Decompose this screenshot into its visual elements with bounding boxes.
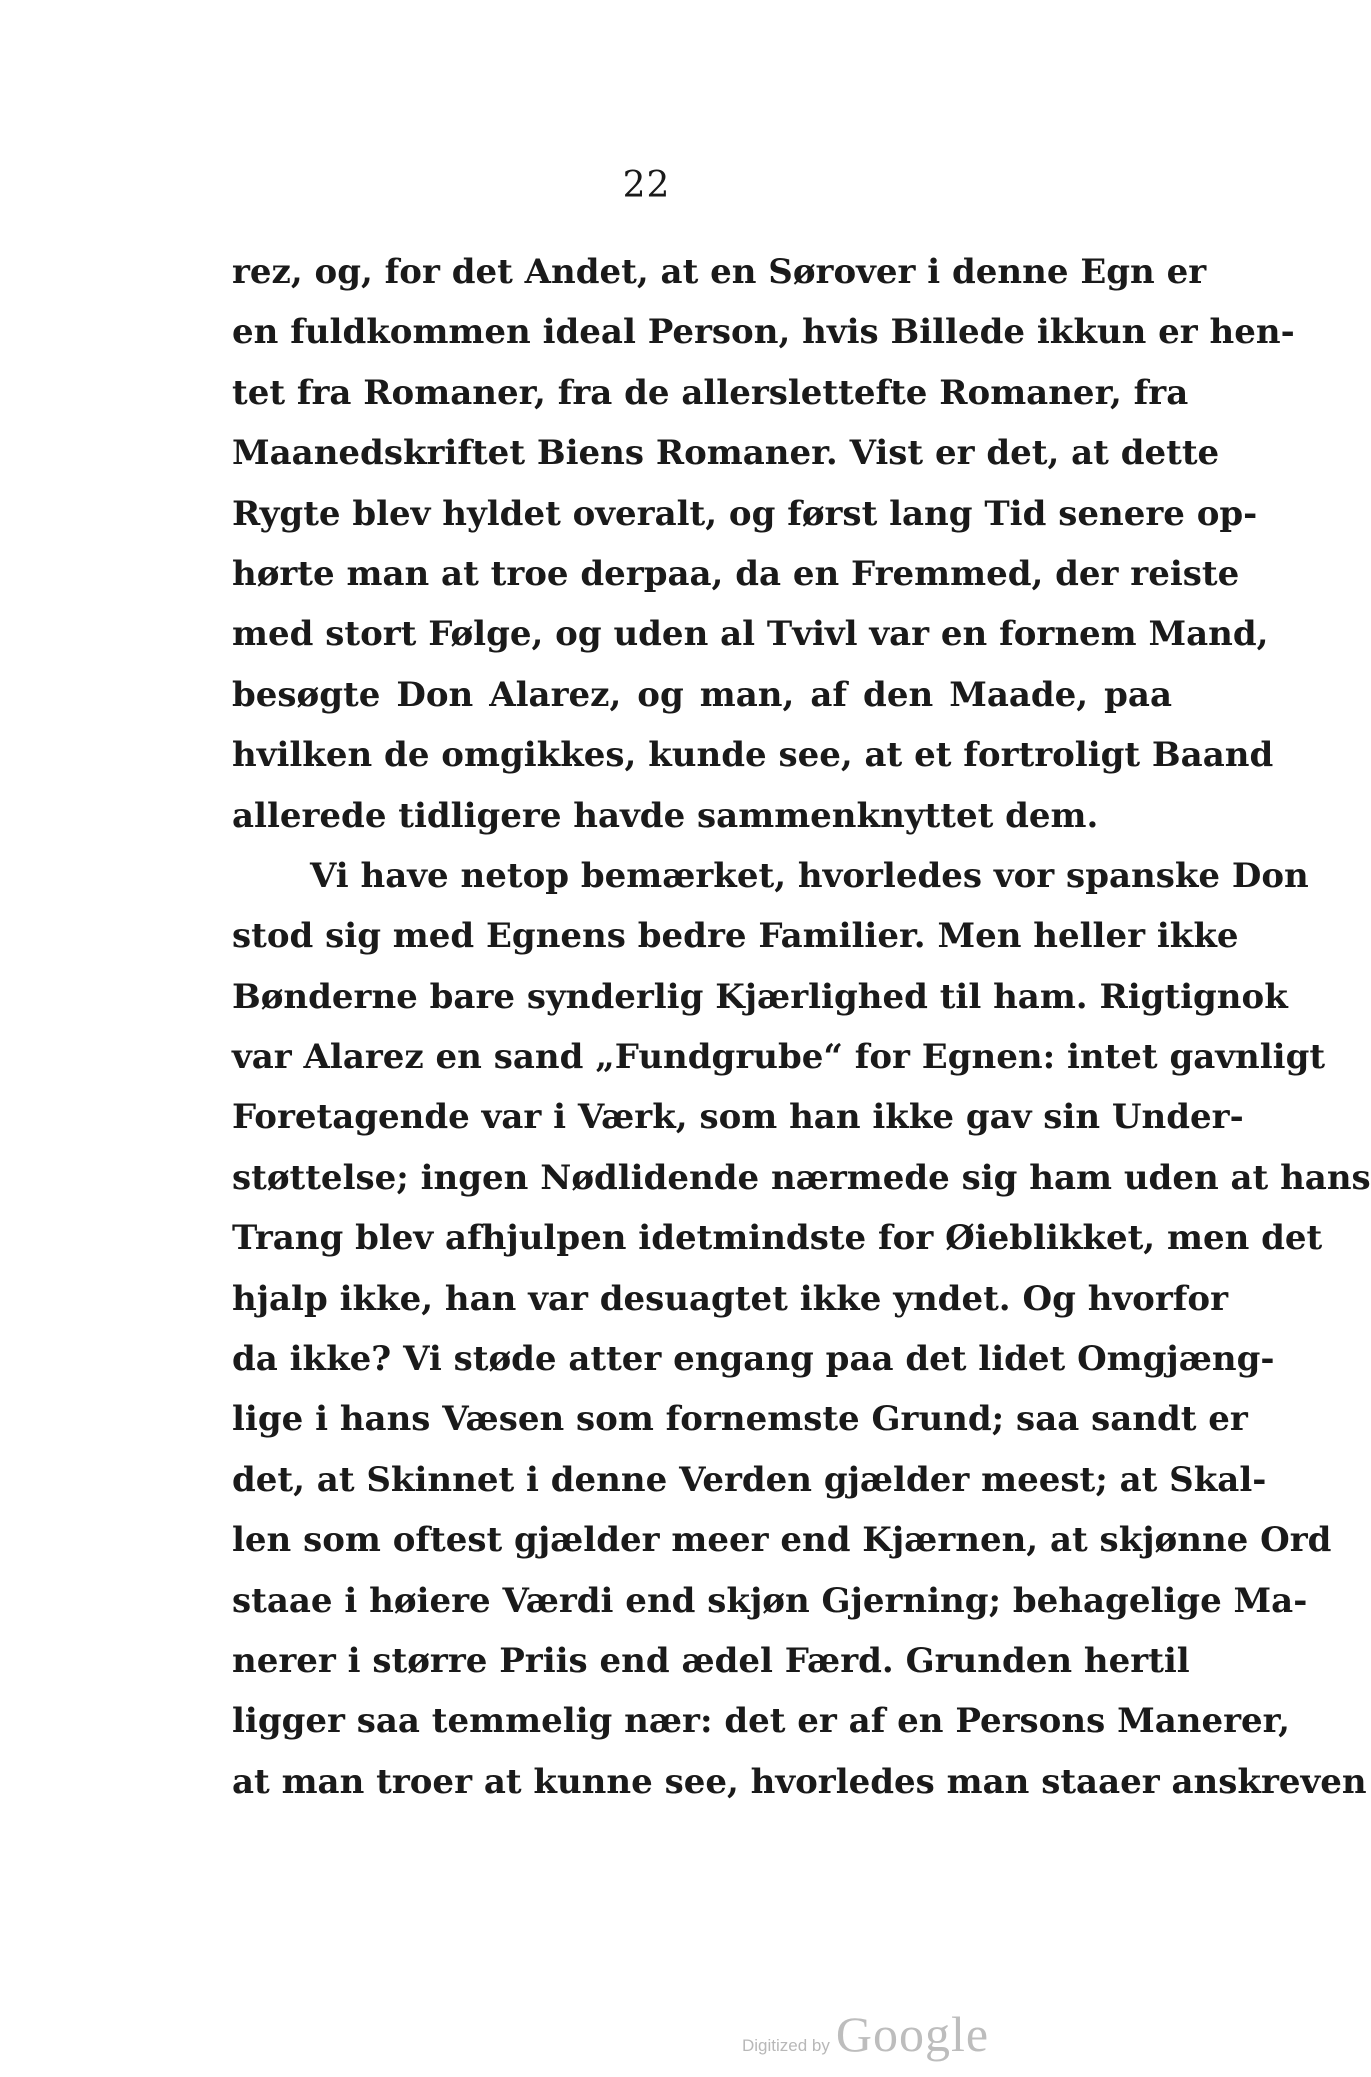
text-line: Trang blev afhjulpen idetmindste for Øieblikket, men det <box>232 1218 1323 1259</box>
text-line: allerede tidligere havde sammenknyttet dem. <box>232 795 1099 836</box>
text-line: tet fra Romaner, fra de allerslettefte Romaner, fra <box>232 372 1189 413</box>
text-line: Maanedskriftet Biens Romaner. Vist er det, at dette <box>232 433 1220 474</box>
text-line: lige i hans Væsen som fornemste Grund; saa sandt er <box>232 1399 1248 1440</box>
text-line: staae i høiere Værdi end skjøn Gjerning; behagelige Ma- <box>232 1580 1308 1621</box>
text-line: ligger saa temmelig nær: det er af en Persons Manerer, <box>232 1701 1290 1742</box>
text-line: Bønderne bare synderlig Kjærlighed til ham. Rigtignok <box>232 976 1288 1017</box>
text-line: var Alarez en sand „Fundgrube“ for Egnen: intet gavnligt <box>232 1037 1326 1078</box>
text-line: at man troer at kunne see, hvorledes man staaer anskreven <box>232 1761 1367 1802</box>
text-line: støttelse; ingen Nødlidende nærmede sig ham uden at hans <box>232 1157 1371 1198</box>
page-number: 22 <box>622 165 671 206</box>
text-line: hørte man at troe derpaa, da en Fremmed, der reiste <box>232 553 1240 594</box>
text-line: rez, og, for det Andet, at en Sørover i denne Egn er <box>232 252 1207 292</box>
text-line: med stort Følge, og uden al Tvivl var en fornem Mand, <box>232 614 1269 655</box>
text-line: Vi have netop bemærket, hvorledes vor spanske Don <box>310 855 1309 896</box>
text-line: stod sig med Egnens bedre Familier. Men heller ikke <box>232 916 1239 957</box>
text-line: da ikke? Vi støde atter engang paa det lidet Omgjæng- <box>232 1339 1275 1380</box>
body-text <box>232 242 1371 1812</box>
text-line: nerer i større Priis end ædel Færd. Grunden hertil <box>232 1640 1190 1681</box>
text-line: Foretagende var i Værk, som han ikke gav sin Under- <box>232 1097 1244 1138</box>
text-line: len som oftest gjælder meer end Kjærnen, at skjønne Ord <box>232 1520 1332 1561</box>
text-line: en fuldkommen ideal Person, hvis Billede ikkun er hen- <box>232 312 1295 353</box>
digitized-watermark <box>742 2005 989 2065</box>
text-line: det, at Skinnet i denne Verden gjælder meest; at Skal- <box>232 1459 1267 1500</box>
google-logo: Google <box>835 2006 990 2062</box>
text-line: besøgte Don Alarez, og man, af den Maade, paa <box>232 674 1172 715</box>
text-line: hvilken de omgikkes, kunde see, at et fortroligt Baand <box>232 735 1274 776</box>
text-line: hjalp ikke, han var desuagtet ikke yndet. Og hvorfor <box>232 1278 1228 1319</box>
digitized-label: Digitized by <box>742 2036 830 2055</box>
text-line: Rygte blev hyldet overalt, og først lang Tid senere op- <box>232 493 1258 534</box>
